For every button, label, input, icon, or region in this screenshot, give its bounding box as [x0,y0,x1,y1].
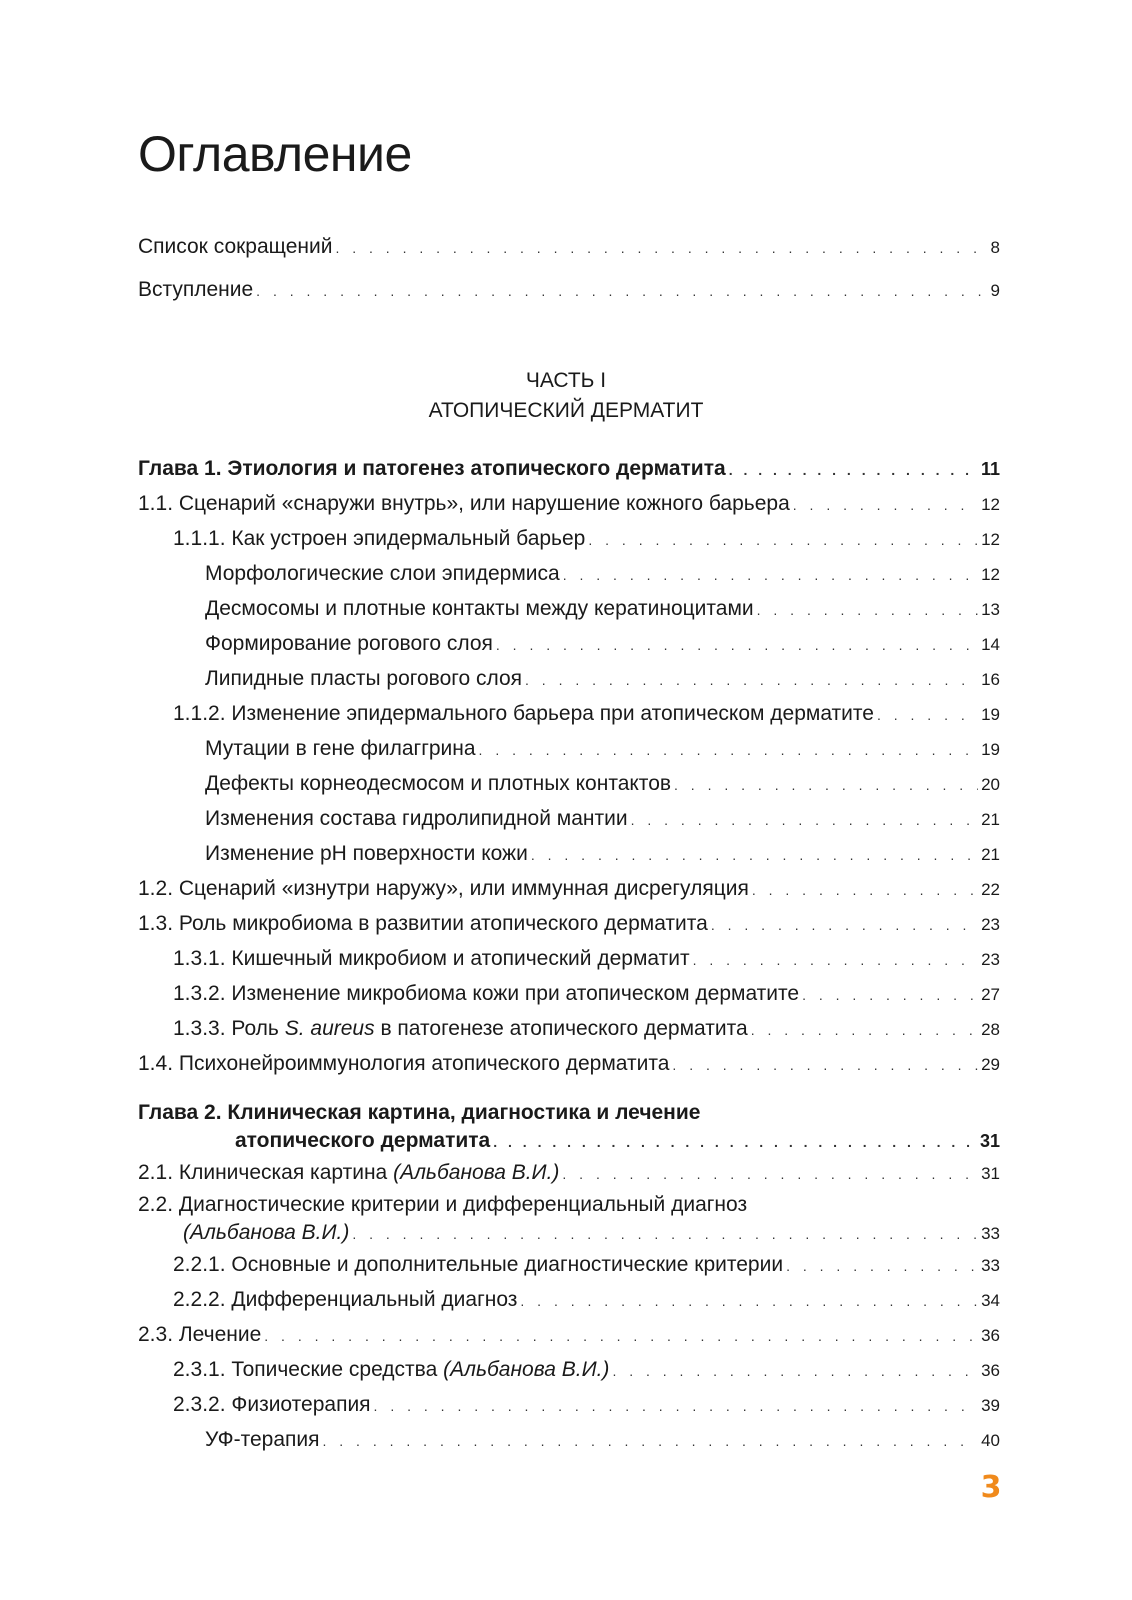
toc-title-part: 2.1. Клиническая картина [138,1161,394,1184]
toc-entry-page: 8 [990,238,1000,257]
toc-entry-title: 1.1.1. Как устроен эпидермальный барьер [173,527,586,550]
toc-entry-title: Липидные пласты рогового слоя [205,667,523,690]
toc-title-part: в патогенезе атопического дерматита [374,1017,748,1040]
toc-entry-page: 36 [981,1361,1000,1380]
toc-entry-title: 2.2.2. Дифференциальный диагноз [173,1288,518,1311]
dot-leader [531,839,978,872]
dot-leader [352,1220,978,1248]
toc-entry-title [173,1012,748,1045]
dot-leader [479,734,979,767]
toc-title-part: 2.3.1. Топические средства [173,1358,444,1381]
toc-section-2-2-2[interactable] [138,1283,1000,1318]
toc-entry-title: Изменения состава гидролипидной мантии [205,807,628,830]
toc-entry-title: Глава 1. Этиология и патогенез атопического дерматита [138,457,726,480]
toc-entry-page: 39 [981,1396,1000,1415]
dot-leader [496,629,978,662]
toc-section-1-3-2[interactable] [138,977,1000,1012]
toc-entry-title [138,1156,559,1189]
toc-entry-title: Список сокращений [138,235,333,258]
toc-topic-epidermis-layers[interactable] [138,557,1000,592]
toc-entry-title: 1.1. Сценарий «снаружи внутрь», или нарушение кожного барьера [138,492,790,515]
dot-leader [752,874,978,907]
toc-section-2-1[interactable] [138,1156,1000,1191]
toc-section-2-3[interactable] [138,1318,1000,1353]
toc-entry-page: 28 [981,1020,1000,1039]
toc-entry-introduction[interactable] [138,269,1000,312]
toc-entry-title: Вступление [138,278,254,301]
dot-leader [711,909,978,942]
toc-section-1-3-1[interactable] [138,942,1000,977]
toc-entry-author: (Альбанова В.И.) [393,1161,560,1184]
toc-entry-page: 19 [981,705,1000,724]
toc-entry-page: 20 [981,775,1000,794]
toc-entry-page: 22 [981,880,1000,899]
toc-entry-title: Изменение pH поверхности кожи [205,842,528,865]
toc-entry-title: Формирование рогового слоя [205,632,493,655]
toc-entry-title-cont [183,1219,349,1247]
toc-entry-page: 11 [980,459,1000,479]
toc-chapter-1[interactable] [138,452,1000,487]
toc-entry-page: 12 [981,530,1000,549]
toc-section-1-4[interactable] [138,1047,1000,1082]
toc-section-2-3-2[interactable] [138,1388,1000,1423]
part-heading [0,366,1132,426]
toc-section-2-3-1[interactable] [138,1353,1000,1388]
toc-entry-page: 33 [981,1224,1000,1243]
toc-entry-page: 21 [981,845,1000,864]
toc-entry-page: 40 [981,1431,1000,1450]
toc-entry-page: 29 [981,1055,1000,1074]
dot-leader [729,454,978,487]
toc-entry-title: Глава 2. Клиническая картина, диагностика и лечение [138,1101,701,1124]
toc-entry-title: 1.4. Психонейроиммунология атопического дерматита [138,1052,670,1075]
toc-section-1-3[interactable] [138,907,1000,942]
dot-leader [525,664,978,697]
toc-entry-title: 1.2. Сценарий «изнутри наружу», или иммунная дисрегуляция [138,877,749,900]
toc-entry-page: 21 [981,810,1000,829]
dot-leader [802,979,978,1012]
toc-list [138,452,1000,1458]
toc-entry-page: 33 [981,1256,1000,1275]
dot-leader [786,1250,978,1283]
toc-topic-hydrolipid[interactable] [138,802,1000,837]
toc-entry-abbreviations[interactable] [138,226,1000,269]
toc-entry-title: 2.2. Диагностические критерии и дифференциальный диагноз [138,1193,748,1216]
toc-section-2-2-line1 [138,1191,1000,1219]
toc-entry-page: 12 [981,495,1000,514]
dot-leader [256,270,987,312]
toc-entry-page: 31 [979,1131,1000,1151]
toc-topic-stratum-corneum[interactable] [138,627,1000,662]
toc-section-1-1-1[interactable] [138,522,1000,557]
dot-leader [672,1049,978,1082]
dot-leader [757,594,978,627]
dot-leader [374,1390,979,1423]
toc-entry-page: 13 [981,600,1000,619]
toc-title-part: 1.3.3. Роль [173,1017,285,1040]
dot-leader [562,1158,978,1191]
toc-section-1-3-3[interactable] [138,1012,1000,1047]
toc-entry-title: 1.3.1. Кишечный микробиом и атопический дерматит [173,947,690,970]
toc-entry-page: 9 [990,281,1000,300]
toc-entry-page: 23 [981,915,1000,934]
page-number: 3 [980,1470,1002,1505]
toc-section-2-2[interactable] [138,1191,1000,1248]
toc-topic-filaggrin[interactable] [138,732,1000,767]
toc-entry-title: 1.3. Роль микробиома в развитии атопического дерматита [138,912,708,935]
toc-entry-title: 2.3.2. Физиотерапия [173,1393,371,1416]
toc-entry-title: 1.1.2. Изменение эпидермального барьера при атопическом дерматите [173,702,874,725]
part-number: ЧАСТЬ I [525,369,607,392]
dot-leader [674,769,978,802]
toc-entry-page: 23 [981,950,1000,969]
toc-entry-page: 31 [981,1164,1000,1183]
dot-leader [751,1014,978,1047]
toc-entry-title: Морфологические слои эпидермиса [205,562,560,585]
toc-entry-title: УФ-терапия [205,1428,320,1451]
page-title: Оглавление [138,126,412,182]
toc-topic-skin-ph[interactable] [138,837,1000,872]
dot-leader [493,1128,977,1156]
toc-chapter-2-line2 [138,1127,1000,1156]
toc-entry-author: (Альбанова В.И.) [183,1221,350,1244]
dot-leader [877,699,978,732]
toc-entry-page: 36 [981,1326,1000,1345]
toc-entry-page: 19 [981,740,1000,759]
toc-entry-author: (Альбанова В.И.) [443,1358,610,1381]
toc-entry-page: 27 [981,985,1000,1004]
dot-leader [588,524,978,557]
toc-entry-title [173,1353,609,1386]
toc-entry-page: 12 [981,565,1000,584]
toc-title-species: S. aureus [284,1017,375,1040]
toc-topic-uv-therapy[interactable] [138,1423,1000,1458]
toc-section-2-2-line2 [138,1219,1000,1248]
dot-leader [264,1320,978,1353]
intro-list [138,226,1000,312]
dot-leader [693,944,979,977]
dot-leader [520,1285,978,1318]
toc-section-1-1[interactable] [138,487,1000,522]
toc-entry-title: Мутации в гене филаггрина [205,737,476,760]
dot-leader [793,489,978,522]
dot-leader [631,804,979,837]
toc-entry-page: 34 [981,1291,1000,1310]
toc-entry-page: 16 [981,670,1000,689]
part-name: АТОПИЧЕСКИЙ ДЕРМАТИТ [428,399,704,422]
dot-leader [612,1355,978,1388]
toc-chapter-2-line1 [138,1099,1000,1127]
toc-entry-page: 14 [981,635,1000,654]
toc-entry-title: 1.3.2. Изменение микробиома кожи при атопическом дерматите [173,982,800,1005]
toc-topic-corneodesmosomes[interactable] [138,767,1000,802]
toc-chapter-2[interactable] [138,1099,1000,1156]
toc-section-1-1-2[interactable] [138,697,1000,732]
toc-entry-title: Дефекты корнеодесмосом и плотных контактов [205,772,672,795]
toc-entry-title: 2.2.1. Основные и дополнительные диагностические критерии [173,1253,784,1276]
toc-topic-desmosomes[interactable] [138,592,1000,627]
toc-entry-title: 2.3. Лечение [138,1323,262,1346]
dot-leader [563,559,978,592]
toc-section-1-2[interactable] [138,872,1000,907]
toc-entry-title-cont: атопического дерматита [235,1129,491,1152]
toc-topic-lipid-layers[interactable] [138,662,1000,697]
toc-entry-title: Десмосомы и плотные контакты между кератиноцитами [205,597,754,620]
toc-section-2-2-1[interactable] [138,1248,1000,1283]
dot-leader [323,1425,979,1458]
dot-leader [335,227,987,269]
